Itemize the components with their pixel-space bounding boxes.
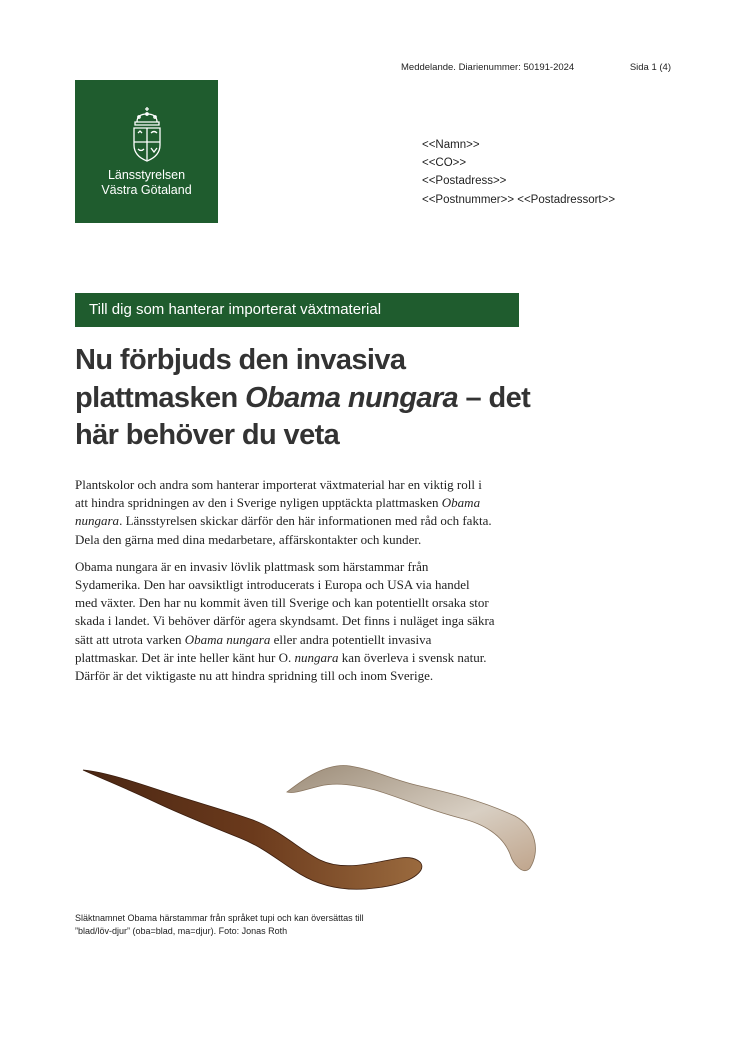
paragraph-background-species-2: nungara <box>294 649 339 665</box>
page-number: Sida 1 (4) <box>629 62 671 73</box>
paragraph-background-a: Obama nungara är en invasiv lövlik plattmask som härstammar från Sydamerika. Den har oavsiktligt introducerats i Europa och USA via handel med växter. Den har nu kommit även till Sverige och kan potentiellt orsaka stor skada i landet. Vi behöver därför agera skyndsamt. Det finns i nuläget inga säkra sätt att utrota varken <box>75 558 495 647</box>
paragraph-intro-a: Plantskolor och andra som hanterar importerat växtmaterial har en viktig roll i att hindra spridningen av den i Sverige nyligen upptäckta plattmasken <box>75 477 482 511</box>
paragraph-intro-b: . Länsstyrelsen skickar därför den här informationen med råd och fakta. Dela den gärna med dina medarbetare, affärskontakter och kunder. <box>75 513 492 547</box>
caption-line-2: ”blad/löv-djur” (oba=blad, ma=djur). Foto: Jonas Roth <box>75 925 288 936</box>
title-part-2: – det här behöver du veta <box>75 381 531 451</box>
topic-banner: Till dig som hanterar importerat växtmaterial <box>75 293 519 327</box>
coat-of-arms-icon <box>131 106 163 164</box>
title-part-1: Nu förbjuds den invasiva plattmasken <box>75 344 406 414</box>
paragraph-intro <box>75 476 495 549</box>
page-title <box>75 342 545 455</box>
address-postnummer: <<Postnummer>> <<Postadressort>> <box>422 193 616 206</box>
body-text <box>75 476 495 694</box>
diarienummer: Meddelande. Diarienummer: 50191-2024 <box>401 62 575 73</box>
flatworm-photo <box>75 752 545 902</box>
paragraph-intro-species: Obama nungara <box>75 495 481 529</box>
pale-flatworm <box>287 765 535 870</box>
address-co: <<CO>> <box>422 157 467 170</box>
logo-line-2: Västra Götaland <box>101 183 192 197</box>
logo-line-1: Länsstyrelsen <box>107 168 186 182</box>
recipient-address <box>422 136 615 209</box>
paragraph-background-species: Obama nungara <box>184 631 271 647</box>
agency-logo <box>75 80 218 223</box>
paragraph-background <box>75 558 495 685</box>
address-name: <<Namn>> <box>422 139 480 151</box>
caption-line-1: Släktnamnet Obama härstammar från språket tupi och kan översättas till <box>75 913 364 923</box>
photo-caption <box>75 912 425 937</box>
paragraph-background-b: eller andra potentiellt invasiva plattmaskar. Det är inte heller känt hur O. <box>75 631 432 665</box>
title-species: Obama nungara <box>245 381 459 414</box>
paragraph-background-c: kan överleva i svensk natur. Därför är det viktigaste nu att hindra spridning till och inom Sverige. <box>75 649 487 684</box>
logo-text <box>101 168 191 198</box>
address-postadress: <<Postadress>> <box>422 175 507 188</box>
